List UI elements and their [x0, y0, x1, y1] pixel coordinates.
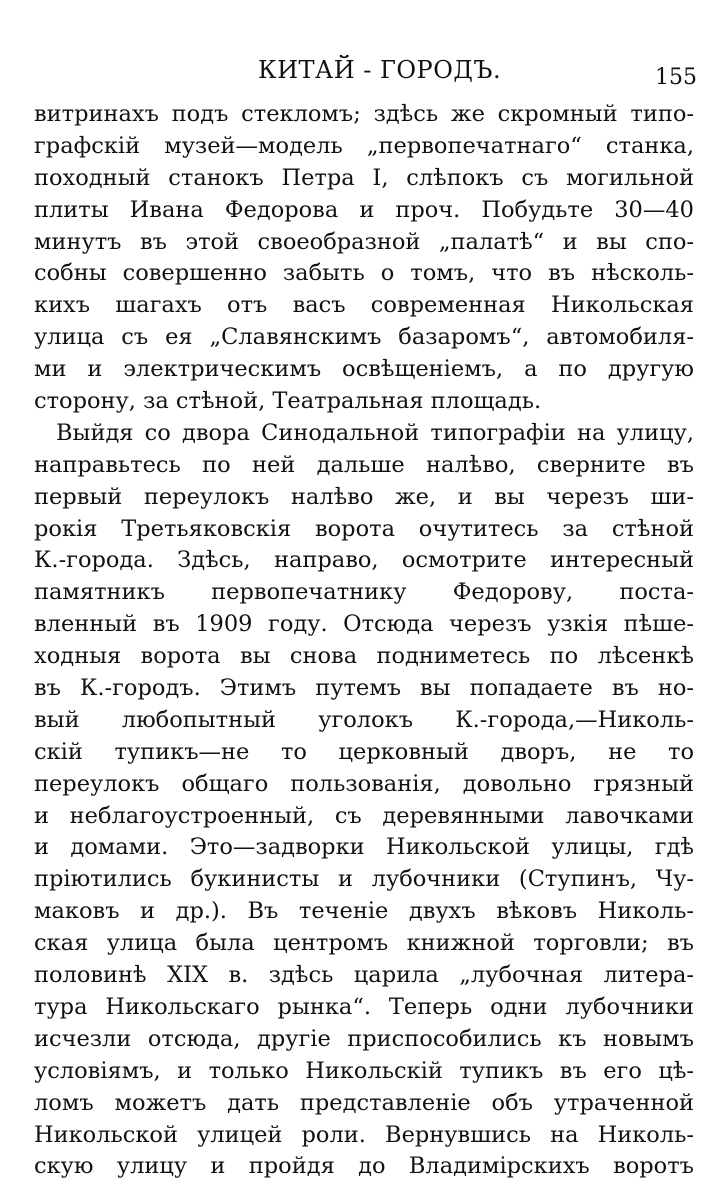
text-line: направьтесь по ней дальше налѣво, сверните въ — [34, 451, 694, 478]
text-line: маковъ и др.). Въ теченіе двухъ вѣковъ Николь- — [34, 898, 694, 925]
text-line: скую улицу и пройдя до Владимірскихъ воротъ — [34, 1153, 694, 1180]
text-line: пріютились букинисты и лубочники (Ступинъ, Чу- — [34, 866, 694, 893]
text-line: и неблагоустроенный, съ деревянными лавочками — [34, 802, 694, 829]
text-line: первый переулокъ налѣво же, и вы черезъ ши- — [34, 483, 694, 510]
text-line: и домами. Это—задворки Никольской улицы, гдѣ — [34, 834, 694, 861]
text-line: памятникъ первопечатнику Федорову, поста- — [34, 579, 694, 606]
text-line: вый любопытный уголокъ К.-города,—Николь- — [34, 706, 694, 733]
body-text — [34, 99, 694, 1183]
text-line: въ К.-городъ. Этимъ путемъ вы попадаете въ но- — [34, 675, 694, 702]
text-line: ми и электрическимъ освѣщеніемъ, а по другую — [34, 356, 694, 383]
text-line: Выйдя со двора Синодальной типографіи на улицу, — [56, 419, 694, 446]
text-line: Никольской улицей роли. Вернувшись на Николь- — [34, 1121, 694, 1148]
text-line: ходныя ворота вы снова подниметесь по лѣсенкѣ — [34, 643, 694, 670]
text-line: вленный въ 1909 году. Отсюда черезъ узкія пѣше- — [34, 611, 694, 638]
text-line: половинѣ XIX в. здѣсь царила „лубочная литера- — [34, 962, 694, 989]
text-line: кихъ шагахъ отъ васъ современная Никольская — [34, 292, 694, 319]
text-line: ская улица была центромъ книжной торговли; въ — [34, 930, 694, 957]
text-line: походный станокъ Петра I, слѣпокъ съ могильной — [34, 164, 694, 191]
text-line: собны совершенно забыть о томъ, что въ нѣсколь- — [34, 260, 694, 287]
text-line: плиты Ивана Федорова и проч. Побудьте 30—40 — [34, 196, 694, 223]
text-line: сторону, за стѣной, Театральная площадь. — [34, 388, 542, 415]
text-line: графскій музей—модель „первопечатнаго“ станка, — [34, 132, 694, 159]
text-line: минутъ въ этой своеобразной „палатѣ“ и вы спо- — [34, 228, 694, 255]
paragraph — [34, 418, 694, 1183]
text-line: рокія Третьяковскія ворота очутитесь за стѣной — [34, 515, 694, 542]
running-head-title: КИТАЙ - ГОРОДЪ. — [258, 56, 502, 84]
text-line: К.-города. Здѣсь, направо, осмотрите интересный — [34, 547, 694, 574]
text-line: тура Никольскаго рынка“. Теперь одни лубочники — [34, 993, 694, 1020]
page-number: 155 — [655, 65, 697, 90]
text-line: улица съ ея „Славянскимъ базаромъ“, автомобиля- — [34, 324, 694, 351]
text-line: витринахъ подъ стекломъ; здѣсь же скромный типо- — [34, 101, 694, 127]
text-line: скій тупикъ—не то церковный дворъ, не то — [34, 738, 694, 765]
text-line: условіямъ, и только Никольскій тупикъ въ его цѣ- — [34, 1057, 694, 1084]
text-line: ломъ можетъ дать представленіе объ утраченной — [34, 1089, 694, 1116]
text-line: переулокъ общаго пользованія, довольно грязный — [34, 770, 694, 797]
text-line: исчезли отсюда, другіе приспособились къ новымъ — [34, 1025, 694, 1052]
running-head — [0, 52, 725, 88]
paragraph — [34, 99, 694, 418]
